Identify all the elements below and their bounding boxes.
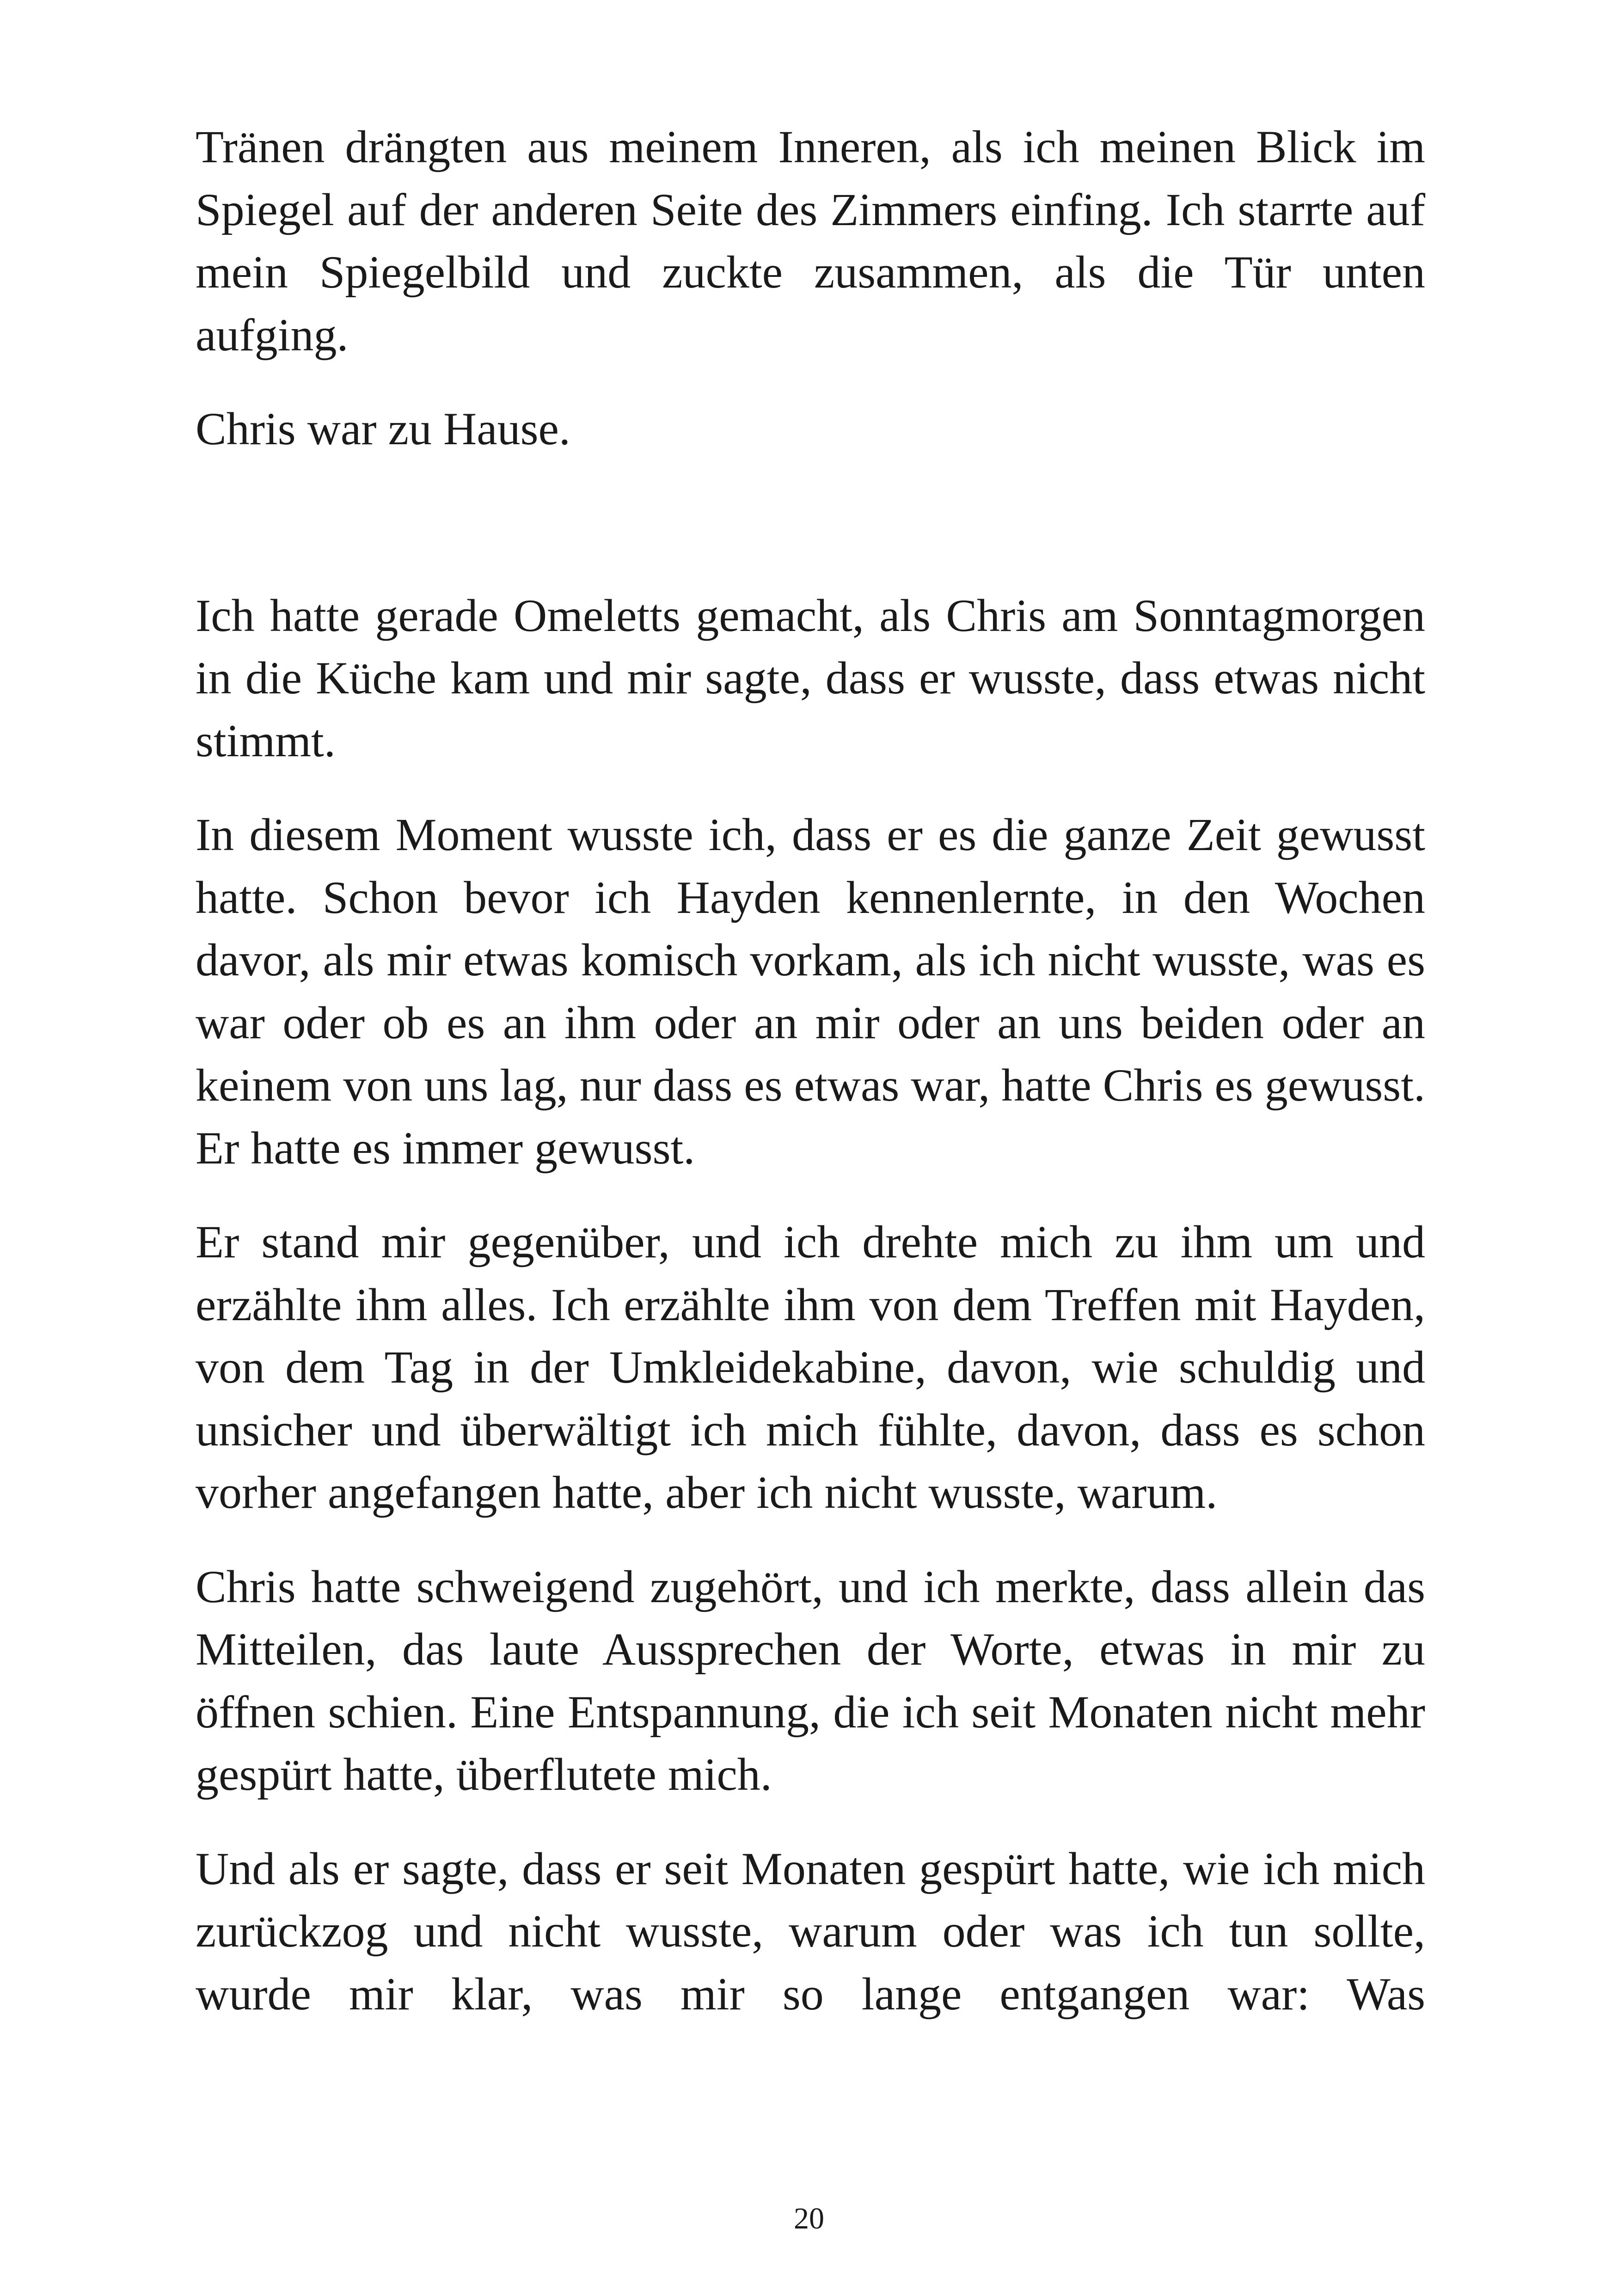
paragraph-4: In diesem Moment wusste ich, dass er es die ganze Zeit gewusst hatte. Schon bevor ich Hayden kennenlernte, in den Wochen davor, als mir etwas komisch vorkam, als ich nicht wusste, was es war oder ob es an ihm oder an mir oder an uns beiden oder an keinem von uns lag, nur dass es etwas war, hatte Chris es gewusst. Er hatte es immer gewusst. <box>196 809 1425 1174</box>
page-body <box>196 116 1425 2025</box>
page-number: 20 <box>794 2202 824 2235</box>
paragraph-6: Chris hatte schweigend zugehört, und ich merkte, dass allein das Mitteilen, das laute Aussprechen der Worte, etwas in mir zu öffnen schien. Eine Entspannung, die ich seit Monaten nicht mehr gespürt hatte, überflutete mich. <box>196 1561 1425 1800</box>
paragraph-5: Er stand mir gegenüber, und ich drehte mich zu ihm um und erzählte ihm alles. Ich erzählte ihm von dem Treffen mit Hayden, von dem Tag in der Umkleidekabine, davon, wie schuldig und unsicher und überwältigt ich mich fühlte, davon, dass es schon vorher angefangen hatte, aber ich nicht wusste, warum. <box>196 1216 1425 1518</box>
scene-break <box>196 492 1425 584</box>
paragraph-2: Chris war zu Hause. <box>196 403 570 454</box>
paragraph-7: Und als er sagte, dass er seit Monaten gespürt hatte, wie ich mich zurückzog und nicht wusste, warum oder was ich tun sollte, wurde mir klar, was mir so lange entgangen war: Was <box>196 1843 1425 2020</box>
paragraph-3: Ich hatte gerade Omeletts gemacht, als Chris am Sonntagmorgen in die Küche kam und mir sagte, dass er wusste, dass etwas nicht stimmt. <box>196 589 1425 766</box>
paragraph-1: Tränen drängten aus meinem Inneren, als ich meinen Blick im Spiegel auf der anderen Seite des Zimmers einfing. Ich starrte auf mein Spiegelbild und zuckte zusammen, als die Tür unten aufging. <box>196 121 1425 361</box>
